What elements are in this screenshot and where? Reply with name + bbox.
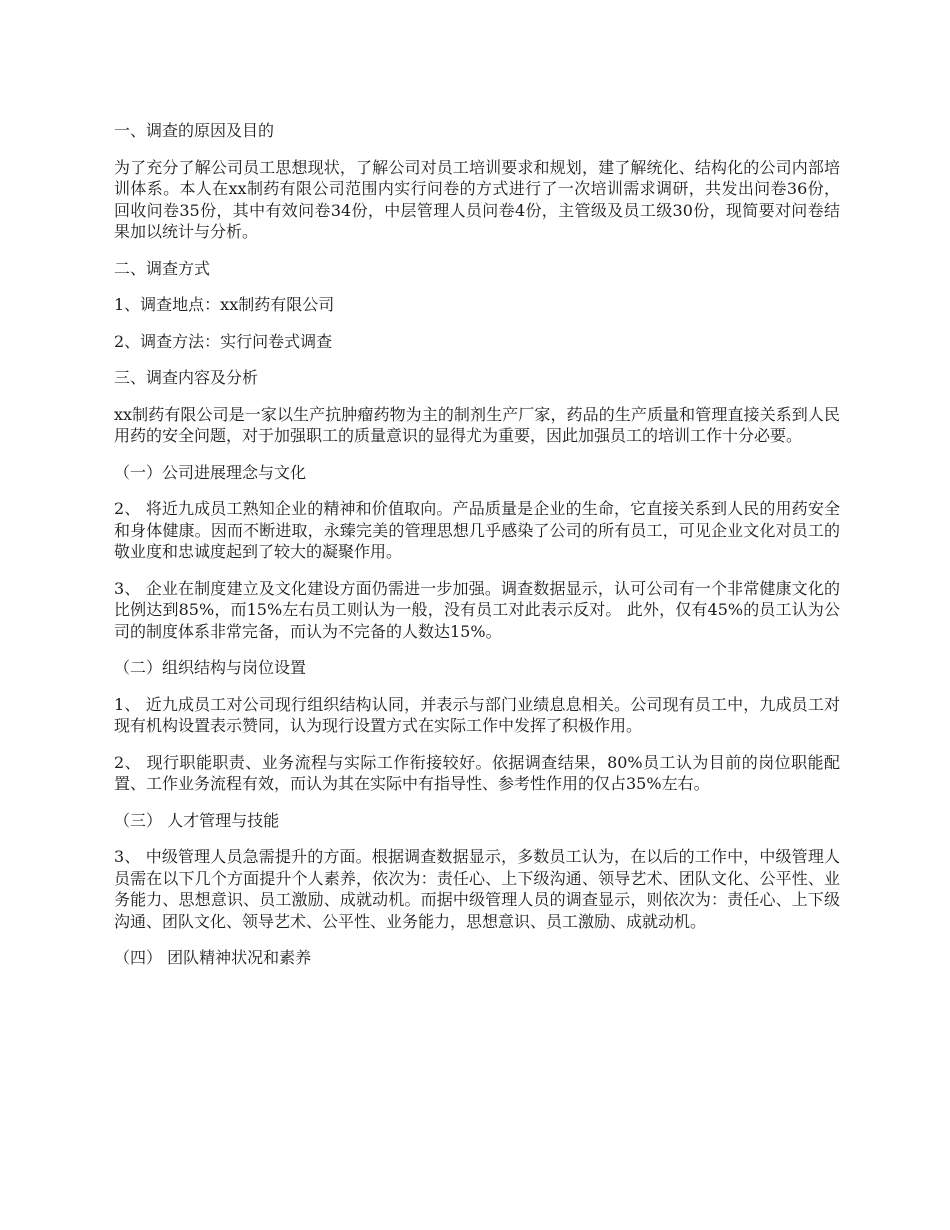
paragraph-structure-point-1: 1、 近九成员工对公司现行组织结构认同，并表示与部门业绩息息相关。公司现有员工中，九成员工对现有机构设置表示赞同，认为现行设置方式在实际工作中发挥了积极作用。	[114, 694, 840, 735]
paragraph-company-intro: xx制药有限公司是一家以生产抗肿瘤药物为主的制剂生产厂家，药品的生产质量和管理直接关系到人民用药的安全问题，对于加强职工的质量意识的显得尤为重要，因此加强员工的培训工作十分必要。	[114, 404, 840, 445]
paragraph-structure-point-2: 2、 现行职能职责、业务流程与实际工作衔接较好。依据调查结果，80%员工认为目前的岗位职能配置、工作业务流程有效，而认为其在实际中有指导性、参考性作用的仅占35%左右。	[114, 752, 840, 793]
paragraph-culture-point-3: 3、 企业在制度建立及文化建设方面仍需进一步加强。调查数据显示，认可公司有一个非常健康文化的比例达到85%，而15%左右员工则认为一般，没有员工对此表示反对。 此外，仅有45%的员工认为公司的制度体系非常完备，而认为不完备的人数达15%。	[114, 578, 840, 641]
paragraph-survey-purpose: 为了充分了解公司员工思想现状，了解公司对员工培训要求和规划，建了解统化、结构化的公司内部培训体系。本人在xx制药有限公司范围内实行问卷的方式进行了一次培训需求调研，共发出问卷36份，回收问卷35份，其中有效问卷34份，中层管理人员问卷4份，主管级及员工级30份，现简要对问卷结果加以统计与分析。	[114, 157, 840, 241]
paragraph-culture-point-2: 2、 将近九成员工熟知企业的精神和价值取向。产品质量是企业的生命，它直接关系到人民的用药安全和身体健康。因而不断进取，永臻完美的管理思想几乎感染了公司的所有员工，可见企业文化对员工的敬业度和忠诚度起到了较大的凝聚作用。	[114, 499, 840, 561]
survey-method-line: 2、调查方法：实行问卷式调查	[114, 331, 333, 351]
subsection-heading-3: （三） 人才管理与技能	[114, 810, 280, 830]
section-heading-3: 三、调查内容及分析	[114, 368, 259, 387]
document-body	[114, 120, 840, 984]
subsection-heading-4: （四） 团队精神状况和素养	[114, 948, 312, 967]
paragraph-talent-point-3: 3、 中级管理人员急需提升的方面。根据调查数据显示，多数员工认为，在以后的工作中，中级管理人员需在以下几个方面提升个人素养，依次为：责任心、上下级沟通、领导艺术、团队文化、公平性、业务能力、思想意识、员工激励、成就动机。而据中级管理人员的调查显示，则依次为：责任心、上下级沟通、团队文化、领导艺术、公平性、业务能力，思想意识、员工激励、成就动机。	[114, 847, 840, 931]
section-heading-2: 二、调查方式	[114, 258, 211, 278]
subsection-heading-1: （一）公司进展理念与文化	[114, 462, 307, 482]
subsection-heading-2: （二）组织结构与岗位设置	[114, 658, 307, 677]
survey-location-line: 1、调查地点：xx制药有限公司	[114, 295, 335, 314]
section-heading-1: 一、调查的原因及目的	[114, 121, 275, 140]
